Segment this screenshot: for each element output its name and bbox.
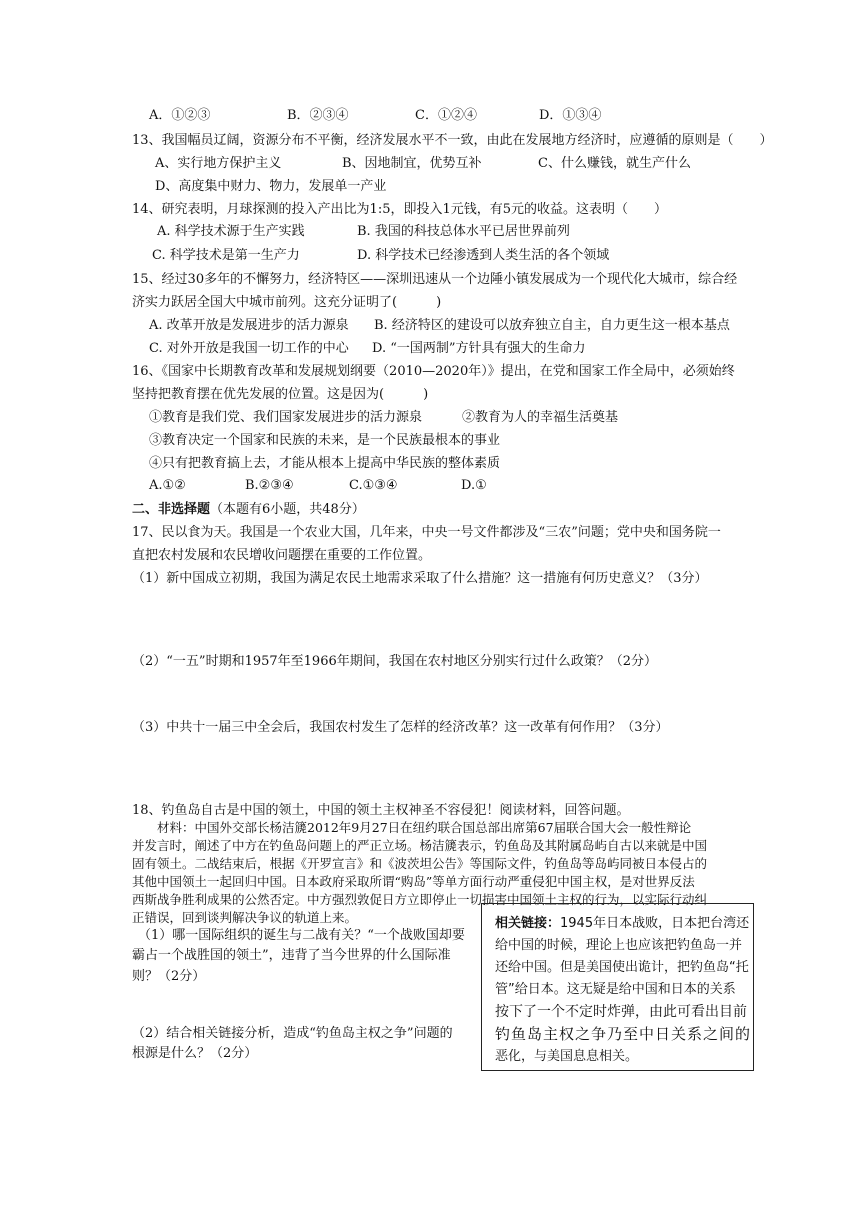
q16-options <box>149 476 749 495</box>
q14-option-d: D. 科学技术已经渗透到人类生活的各个领域 <box>357 248 610 263</box>
q18-material-line2: 并发言时，阐述了中方在钓鱼岛问题上的严正立场。杨洁篪表示，钓鱼岛及其附属岛屿自古以来就是中国 <box>132 838 708 853</box>
q15-stem-line1: 15、经过30多年的不懈努力，经济特区——深圳迅速从一个边陲小镇发展成为一个现代化大城市，综合经 <box>132 272 738 287</box>
q16-item-2: ②教育为人的幸福生活奠基 <box>462 410 619 425</box>
q18-material-line3: 固有领土。二战结束后，根据《开罗宣言》和《波茨坦公告》等国际文件，钓鱼岛等岛屿同被日本侵占的 <box>132 856 708 871</box>
q12-option-b: B．②③④ <box>287 108 349 123</box>
related-link-text1: 1945年日本战败，日本把台湾还 <box>560 916 750 931</box>
q12-option-c: C．①②④ <box>415 108 477 123</box>
q16-item-4: ④只有把教育搞上去，才能从根本上提高中华民族的整体素质 <box>149 456 501 471</box>
q15-option-b: B. 经济特区的建设可以放弃独立自主，自力更生这一根本基点 <box>374 318 730 333</box>
q16-stem-line2: 坚持把教育摆在优先发展的位置。这是因为( ) <box>132 387 429 402</box>
section-note: （本题有6小题，共48分） <box>210 502 365 517</box>
q18-material-line5: 西斯战争胜利成果的公然否定。中方强烈敦促日方立即停止一切损害中国领土主权的行为，以实际行动纠 <box>132 892 708 907</box>
q12-option-a: A．①②③ <box>149 108 211 123</box>
q14-option-b: B. 我国的科技总体水平已居世界前列 <box>357 224 570 239</box>
q17-stem-line2: 直把农村发展和农民增收问题摆在重要的工作位置。 <box>132 548 432 563</box>
q18-stem: 18、钓鱼岛自古是中国的领土，中国的领土主权神圣不容侵犯！阅读材料，回答问题。 <box>132 803 630 818</box>
q18-sub1-line1: （1）哪一国际组织的诞生与二战有关？“一个战败国却要 <box>138 928 465 943</box>
q16-items-row1 <box>149 408 749 427</box>
q16-option-b: B.②③④ <box>245 478 294 493</box>
related-link-line3: 还给中国。但是美国使出诡计，把钓鱼岛“托 <box>495 960 749 975</box>
q18-sub1-line3: 则？（2分） <box>132 969 206 984</box>
related-link-line6: 钓鱼岛主权之争乃至中日关系之间的 <box>495 1025 752 1043</box>
section-heading <box>132 500 365 519</box>
q16-stem-line1: 16、《国家中长期教育改革和发展规划纲要（2010—2020年）》提出，在党和国家工作全局中，必须始终 <box>132 364 735 379</box>
related-link-box <box>481 903 754 1071</box>
q13-option-b: B、因地制宜，优势互补 <box>342 156 482 171</box>
q14-options-row1 <box>157 222 717 241</box>
q16-option-c: C.①③④ <box>349 478 398 493</box>
q16-option-a: A.①② <box>149 478 186 493</box>
q17-sub3: （3）中共十一届三中全会后，我国农村发生了怎样的经济改革？这一改革有何作用？（3分） <box>132 720 669 735</box>
q13-stem: 13、我国幅员辽阔，资源分布不平衡，经济发展水平不一致，由此在发展地方经济时，应遵循的原则是（ ） <box>132 133 773 148</box>
related-link-line5: 按下了一个不定时炸弹，由此可看出目前 <box>495 1004 747 1020</box>
q14-options-row2 <box>152 246 712 265</box>
related-link-line2: 给中国的时候，理论上也应该把钓鱼岛一并 <box>495 938 743 953</box>
q15-option-d: D. “一国两制”方针具有强大的生命力 <box>372 341 586 356</box>
q13-option-d: D、高度集中财力、物力，发展单一产业 <box>155 179 387 194</box>
q18-sub1-line2: 霸占一个战胜国的领土”，违背了当今世界的什么国际准 <box>132 948 451 963</box>
q15-options-row2 <box>149 339 749 358</box>
q17-sub2: （2）“一五”时期和1957年至1966年期间，我国在农村地区分别实行过什么政策？（2分） <box>132 654 658 669</box>
related-link-label: 相关链接： <box>495 916 561 931</box>
q16-item-3: ③教育决定一个国家和民族的未来，是一个民族最根本的事业 <box>149 433 501 448</box>
q16-option-d: D.① <box>461 478 487 493</box>
q12-option-d: D．①③④ <box>539 108 602 123</box>
q18-material-line4: 其他中国领土一起回归中国。日本政府采取所谓“购岛”等单方面行动严重侵犯中国主权，是对世界反法 <box>132 874 695 889</box>
q15-option-c: C. 对外开放是我国一切工作的中心 <box>149 341 349 356</box>
q13-options-row1 <box>155 154 755 173</box>
q14-option-c: C. 科学技术是第一生产力 <box>152 248 300 263</box>
q13-option-a: A、实行地方保护主义 <box>155 156 282 171</box>
related-link-line7: 恶化，与美国息息相关。 <box>495 1049 639 1064</box>
section-title: 二、非选择题 <box>132 502 211 517</box>
related-link-line4: 管”给日本。这无疑是给中国和日本的关系 <box>495 982 736 997</box>
q14-option-a: A. 科学技术源于生产实践 <box>157 224 305 239</box>
related-link-line1 <box>495 914 749 934</box>
q14-stem: 14、研究表明，月球探测的投入产出比为1:5，即投入1元钱，有5元的收益。这表明（ ） <box>132 202 668 217</box>
q17-sub1: （1）新中国成立初期，我国为满足农民土地需求采取了什么措施？这一措施有何历史意义？（3分） <box>132 571 708 586</box>
q18-material-line1: 材料：中国外交部长杨洁篪2012年9月27日在纽约联合国总部出席第67届联合国大会一般性辩论 <box>157 820 692 835</box>
q13-option-c: C、什么赚钱，就生产什么 <box>538 156 691 171</box>
q18-sub2-line1: （2）结合相关链接分析，造成“钓鱼岛主权之争”问题的 <box>132 1026 453 1041</box>
q15-stem-line2: 济实力跃居全国大中城市前列。这充分证明了( ) <box>132 295 442 310</box>
q15-option-a: A. 改革开放是发展进步的活力源泉 <box>149 318 349 333</box>
q15-options-row1 <box>149 316 749 335</box>
q12-options <box>149 106 749 125</box>
q17-stem-line1: 17、民以食为天。我国是一个农业大国，几年来，中央一号文件都涉及“三农”问题；党中央和国务院一 <box>132 525 721 540</box>
q18-material-line6: 正错误，回到谈判解决争议的轨道上来。 <box>132 910 358 925</box>
q16-item-1: ①教育是我们党、我们国家发展进步的活力源泉 <box>149 410 423 425</box>
q18-sub2-line2: 根源是什么？（2分） <box>132 1046 258 1061</box>
